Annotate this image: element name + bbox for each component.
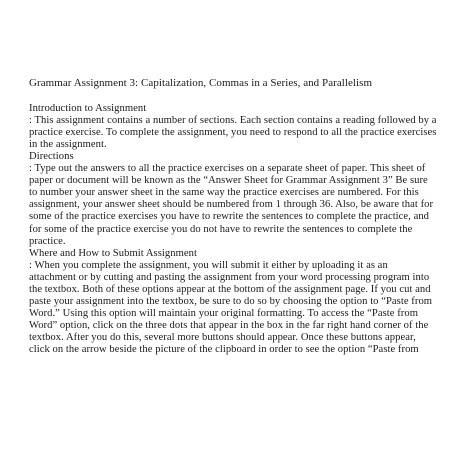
section-body-submit: : When you complete the assignment, you will submit it either by uploading it as an attachment or by cutting and pasting the assignment from your word processing program into the textbox. Both of these options appear at the bottom of the assignment page. If you cut and paste your assignment into the textbox, be sure to do so by choosing the option to “Paste from Word.” Using this option will maintain your original formatting. To access the “Paste from Word” option, click on the three dots that appear in the box in the far right hand corner of the textbox. After you do this, several more buttons should appear. Once these buttons appear, click on the arrow beside the picture of the clipboard in order to see the option “Paste from [29, 259, 433, 356]
section-heading-introduction: Introduction to Assignment [29, 102, 147, 114]
section-body-introduction: : This assignment contains a number of sections. Each section contains a reading followed by a practice exercise. To complete the assignment, you need to respond to all the practice exercises in the assignment. [29, 114, 437, 150]
section-heading-submit: Where and How to Submit Assignment [29, 247, 197, 259]
document-title: Grammar Assignment 3: Capitalization, Commas in a Series, and Parallelism [29, 77, 373, 89]
section-heading-directions: Directions [29, 150, 74, 162]
document-body [29, 77, 437, 357]
section-body-directions: : Type out the answers to all the practice exercises on a separate sheet of paper. This sheet of paper or document will be known as the “Answer Sheet for Grammar Assignment 3” Be sure to number your answer sheet in the same way the practice exercises are numbered. For this assignment, your answer sheet should be numbered from 1 through 36. Also, be aware that for some of the practice exercises you have to rewrite the sentences to complete the practice, and for some of the practice exercise you do not have to rewrite the sentences to complete the practice. [29, 163, 434, 247]
